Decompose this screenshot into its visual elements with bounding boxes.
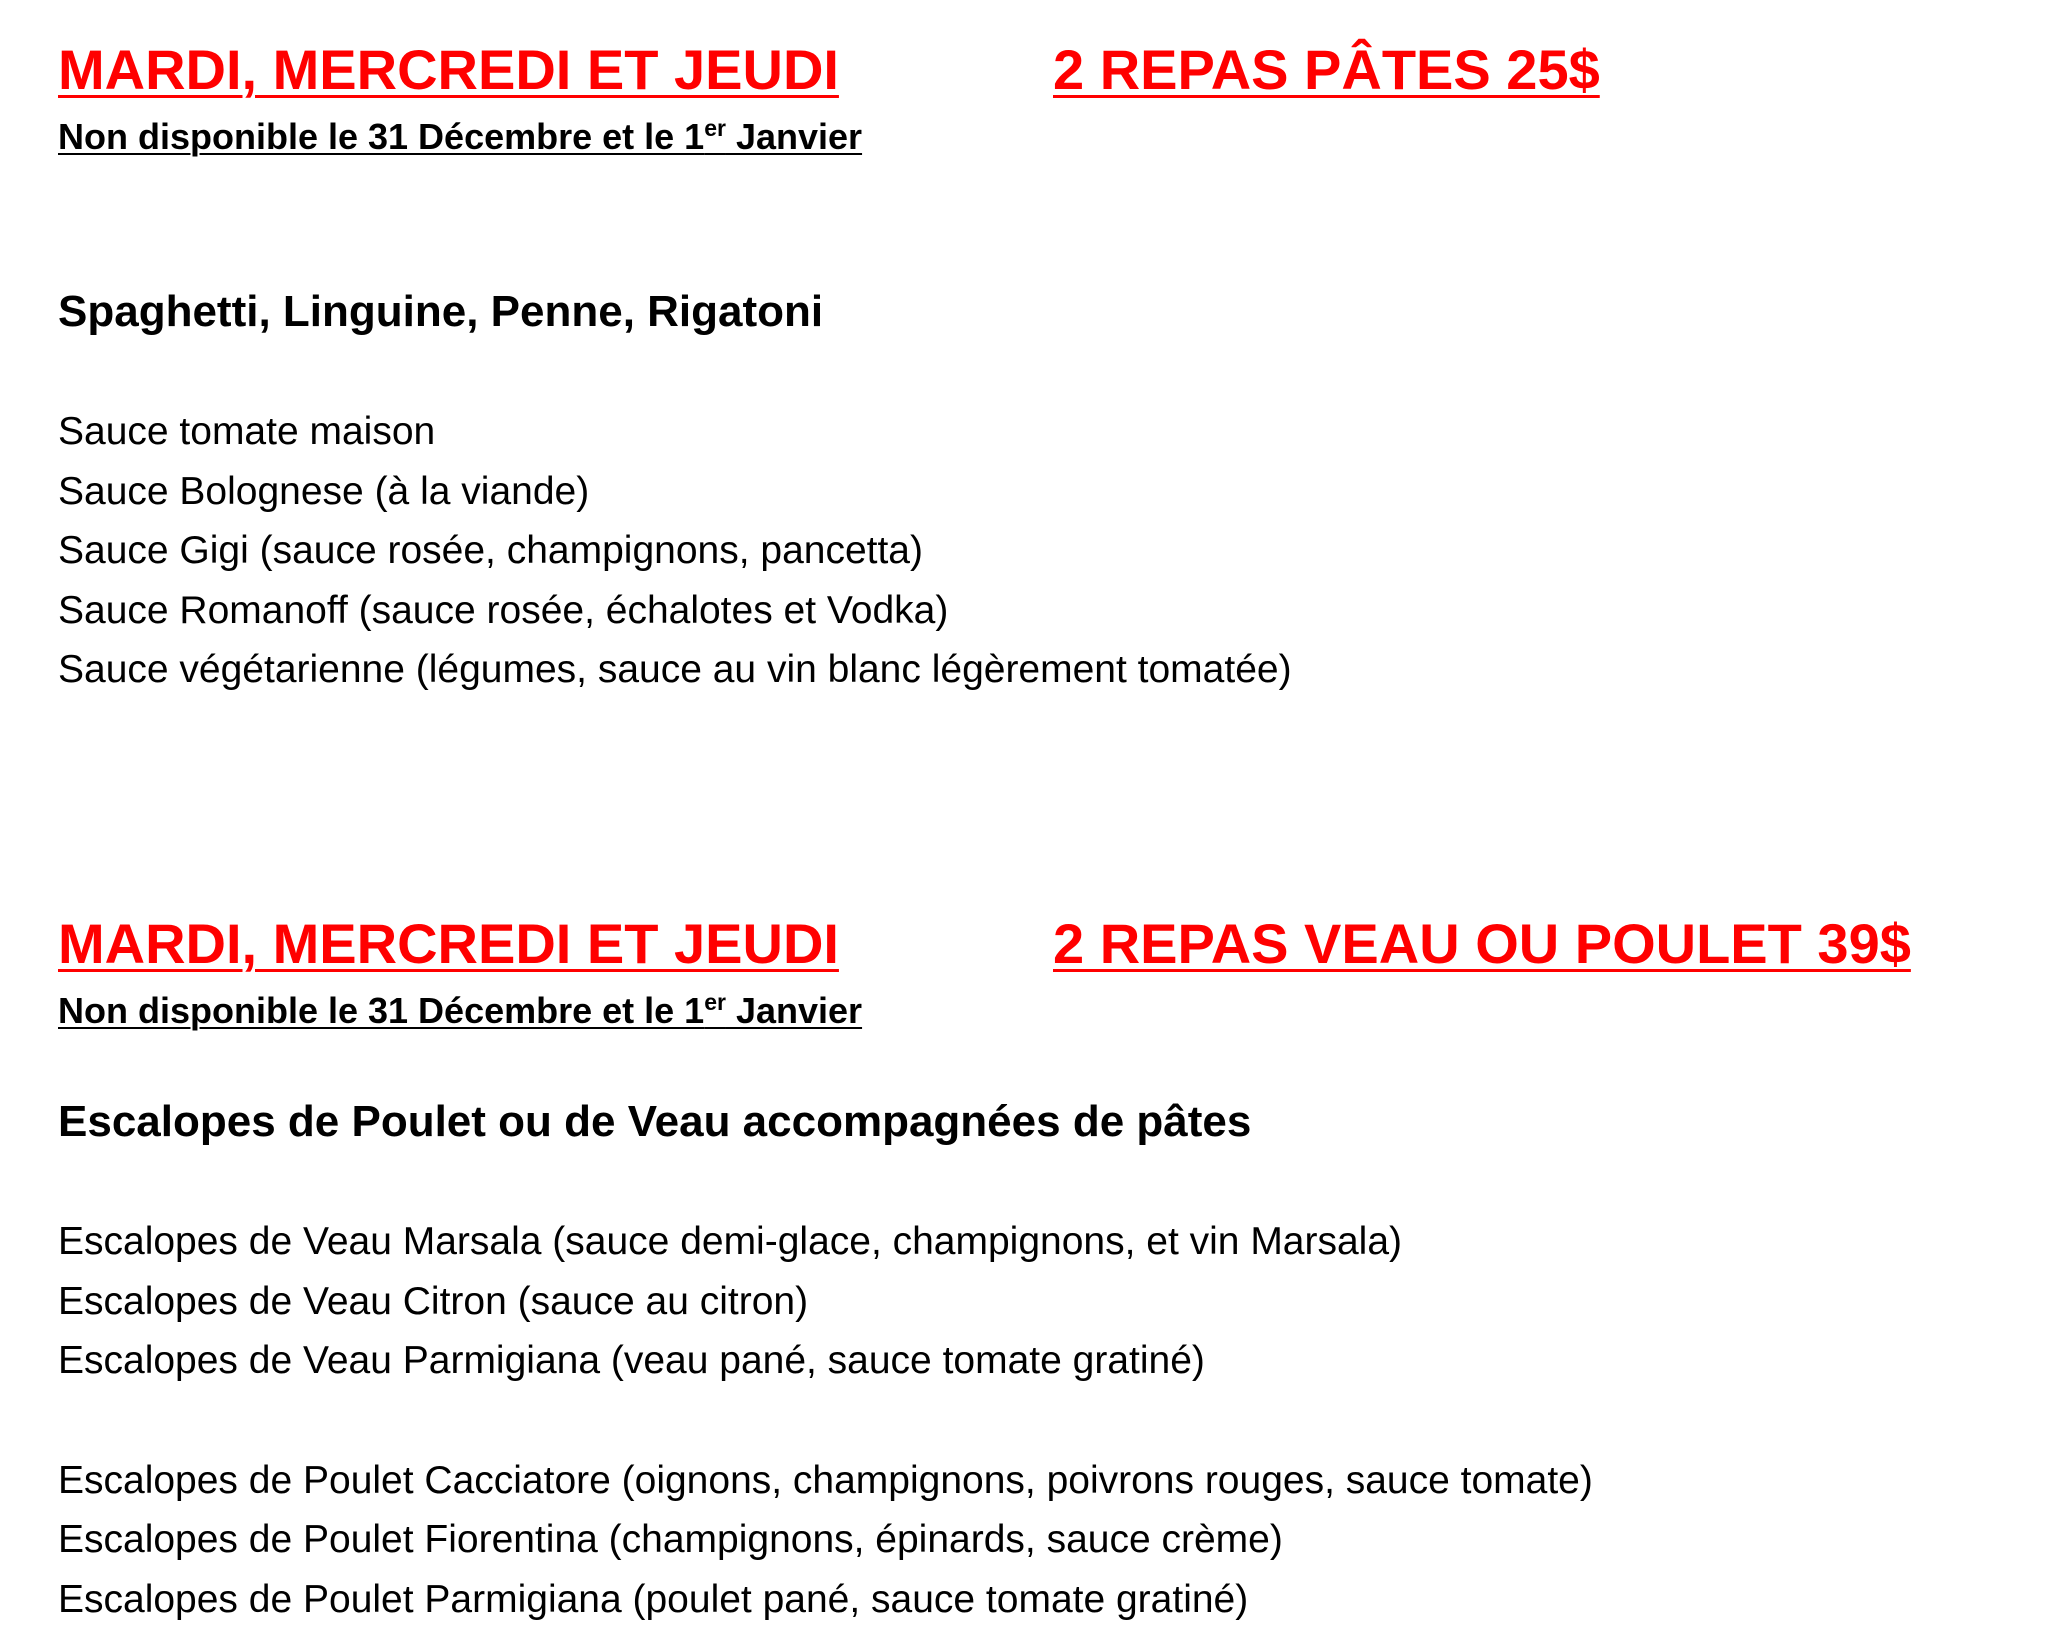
list-item: Sauce Romanoff (sauce rosée, échalotes et Vodka) — [58, 588, 949, 632]
veal-dish-list — [58, 1212, 2018, 1391]
pasta-promo-days: MARDI, MERCREDI ET JEUDI — [58, 38, 839, 101]
list-item: Sauce Gigi (sauce rosée, champignons, pancetta) — [58, 529, 923, 572]
list-item: Escalopes de Poulet Cacciatore (oignons, champignons, poivrons rouges, sauce tomate) — [58, 1458, 1593, 1502]
pasta-notice-superscript: er — [704, 115, 726, 141]
list-item: Sauce Bolognese (à la viande) — [58, 469, 590, 513]
veal-chicken-availability-notice — [58, 986, 2018, 1036]
veal-chicken-promo-offer: 2 REPAS VEAU OU POULET 39$ — [1053, 912, 1911, 975]
pasta-offer-section — [58, 28, 2018, 700]
list-item: Escalopes de Veau Citron (sauce au citron) — [58, 1279, 809, 1323]
list-item: Escalopes de Poulet Parmigiana (poulet pané, sauce tomate gratiné) — [58, 1577, 1249, 1621]
veal-chicken-promo-days: MARDI, MERCREDI ET JEUDI — [58, 912, 839, 975]
list-item: Escalopes de Veau Parmigiana (veau pané, sauce tomate gratiné) — [58, 1339, 1205, 1382]
veal-chicken-promo-header — [58, 902, 2018, 986]
pasta-notice-month: Janvier — [725, 116, 863, 157]
pasta-types-heading: Spaghetti, Linguine, Penne, Rigatoni — [58, 287, 824, 336]
pasta-promo-header — [58, 28, 2018, 112]
chicken-dish-list — [58, 1451, 2018, 1630]
pasta-notice-text: Non disponible le 31 Décembre et le 1 — [58, 116, 705, 157]
veal-chicken-notice-month: Janvier — [725, 990, 863, 1031]
list-item: Escalopes de Poulet Fiorentina (champignons, épinards, sauce crème) — [58, 1518, 1283, 1561]
pasta-availability-notice — [58, 112, 2018, 162]
pasta-promo-offer: 2 REPAS PÂTES 25$ — [1053, 38, 1600, 101]
veal-chicken-notice-superscript: er — [704, 989, 726, 1015]
veal-chicken-notice-text: Non disponible le 31 Décembre et le 1 — [58, 990, 705, 1031]
list-item: Sauce tomate maison — [58, 410, 436, 453]
list-item: Escalopes de Veau Marsala (sauce demi-glace, champignons, et vin Marsala) — [58, 1220, 1403, 1263]
veal-chicken-offer-section — [58, 902, 2018, 1629]
escalopes-heading: Escalopes de Poulet ou de Veau accompagnées de pâtes — [58, 1097, 1252, 1146]
pasta-sauce-list — [58, 402, 2018, 700]
list-item: Sauce végétarienne (légumes, sauce au vin blanc légèrement tomatée) — [58, 648, 1292, 691]
